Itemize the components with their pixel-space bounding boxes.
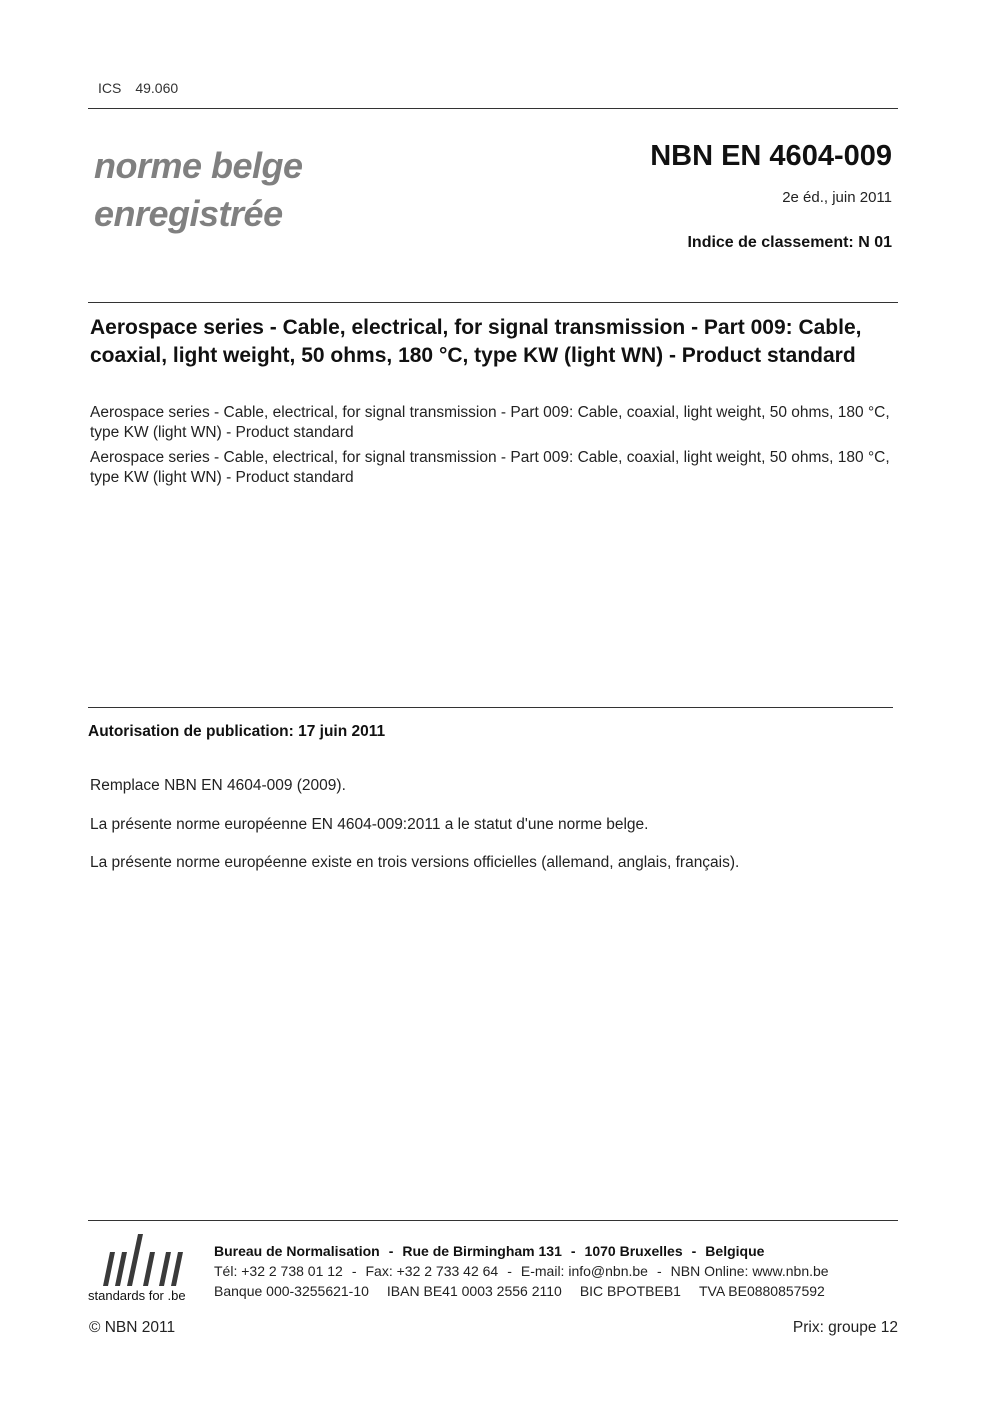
address-city: 1070 Bruxelles [584,1243,683,1259]
publication-authorisation: Autorisation de publication: 17 juin 2011 [88,723,386,740]
contact-website[interactable]: NBN Online: www.nbn.be [670,1263,829,1279]
norme-belge-heading [94,142,303,238]
body-divider [88,707,893,708]
contact-phone: Tél: +32 2 738 01 12 [214,1263,343,1279]
bank-bic: BIC BPOTBEB1 [579,1283,681,1299]
address-line: Bureau de Normalisation - Rue de Birmingham 131 - 1070 Bruxelles - Belgique [214,1243,765,1259]
footer-divider [88,1220,898,1221]
ics-code: 49.060 [135,80,179,96]
logo-tagline: standards for .be [88,1288,186,1303]
address-org: Bureau de Normalisation [214,1243,380,1259]
footer-address-block [214,1241,829,1301]
document-title-alt-1: Aerospace series - Cable, electrical, for signal transmission - Part 009: Cable, coaxial, light weight, 50 ohms, 180 °C, type KW (light WN) - Product standard [90,404,890,441]
norme-line-1: norme belge [94,145,303,186]
document-title-alt-2: Aerospace series - Cable, electrical, for signal transmission - Part 009: Cable, coaxial, light weight, 50 ohms, 180 °C, type KW (light WN) - Product standard [90,449,890,486]
bank-iban: IBAN BE41 0003 2556 2110 [386,1283,562,1299]
versions-text: La présente norme européenne existe en trois versions officielles (allemand, anglais, français). [90,854,740,871]
contact-line: Tél: +32 2 738 01 12 - Fax: +32 2 733 42 64 - E-mail: info@nbn.be - NBN Online: www.nbn.be [214,1263,829,1279]
classification-index: Indice de classement: N 01 [687,234,892,251]
status-text: La présente norme européenne EN 4604-009:2011 a le statut d'une norme belge. [90,816,649,833]
replaces-text: Remplace NBN EN 4604-009 (2009). [90,777,346,794]
copyright-notice: © NBN 2011 [89,1319,176,1336]
standard-number: NBN EN 4604-009 [650,140,892,172]
address-country: Belgique [705,1243,765,1259]
bank-account: Banque 000-3255621-10 [214,1283,369,1299]
ics-label: ICS [98,80,122,96]
edition-date: 2e éd., juin 2011 [782,189,892,206]
address-street: Rue de Birmingham 131 [402,1243,562,1259]
price-group: Prix: groupe 12 [792,1319,898,1336]
top-divider [88,108,898,109]
ics-classification [98,80,178,96]
contact-email[interactable]: E-mail: info@nbn.be [520,1263,648,1279]
contact-fax: Fax: +32 2 733 42 64 [365,1263,499,1279]
norme-line-2: enregistrée [94,193,283,234]
document-title: Aerospace series - Cable, electrical, for signal transmission - Part 009: Cable, coaxial, light weight, 50 ohms, 180 °C, type KW (light WN) - Product standard [90,316,862,367]
bank-vat: TVA BE0880857592 [698,1283,825,1299]
bank-line [214,1281,829,1301]
title-divider [88,302,898,303]
